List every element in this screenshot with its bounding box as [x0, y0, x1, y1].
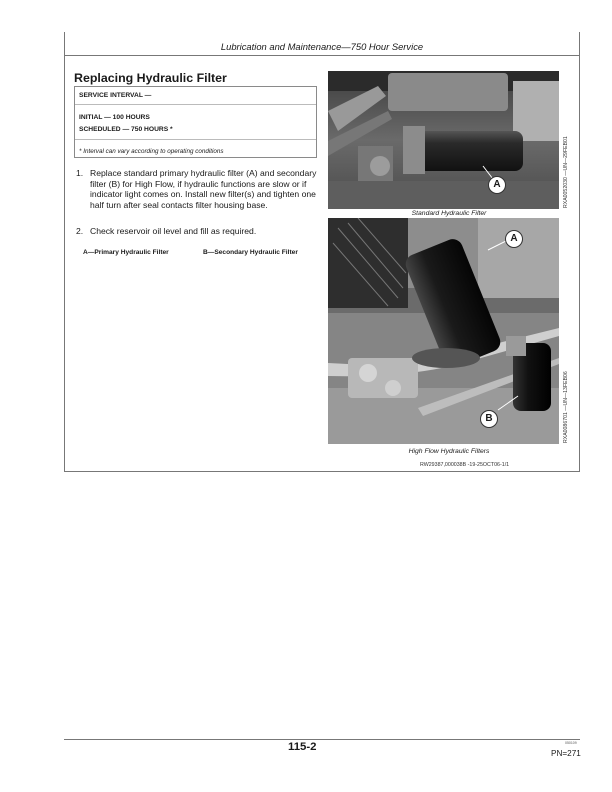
step-number: 2. [76, 226, 84, 236]
high-flow-filters-photo [328, 218, 559, 444]
frame-right [579, 55, 580, 472]
interval-divider-2 [75, 139, 316, 140]
frame-left [64, 55, 65, 472]
step-2 [76, 226, 332, 238]
section-title: Replacing Hydraulic Filter [74, 71, 227, 85]
running-header: Lubrication and Maintenance—750 Hour Service [220, 41, 424, 52]
interval-heading: SERVICE INTERVAL — [79, 92, 152, 99]
date-code: 050109 [565, 741, 577, 745]
page-number: 115-2 [288, 741, 317, 753]
interval-divider [75, 104, 316, 105]
pn-number: PN=271 [551, 749, 581, 758]
interval-note: * Interval can vary according to operating conditions [79, 148, 224, 155]
legend-a: A—Primary Hydraulic Filter [83, 249, 169, 256]
reference-code: RW29387,000038B -19-25OCT06-1/1 [420, 462, 510, 468]
callout-a-fig1: A [488, 176, 506, 194]
interval-initial: INITIAL — 100 HOURS [79, 114, 150, 121]
legend-b: B—Secondary Hydraulic Filter [203, 249, 298, 256]
footer-rule [64, 739, 580, 740]
frame-bottom [64, 471, 580, 472]
callout-b-fig2: B [480, 410, 498, 428]
figure-1-code: RXA0052030 —UN—29FEB01 [563, 136, 569, 208]
figure-2-code: RXA0086701 —UN—13FEB06 [563, 371, 569, 443]
step-1 [76, 168, 332, 220]
callout-a-fig2: A [505, 230, 523, 248]
frame-top [64, 55, 580, 56]
step-text: Replace standard primary hydraulic filter (A) and secondary filter (B) for High Flow, if hydraulic functions are slow or if indicator light comes on. Install new filter(s) and tighten one half turn after seal contacts filter housing base. [90, 168, 317, 210]
interval-scheduled: SCHEDULED — 750 HOURS * [79, 126, 173, 133]
service-interval-box [74, 86, 317, 158]
figure-1-caption: Standard Hydraulic Filter [411, 210, 487, 217]
step-text: Check reservoir oil level and fill as required. [90, 226, 257, 236]
standard-filter-photo [328, 71, 559, 209]
step-number: 1. [76, 168, 84, 178]
figure-2-caption: High Flow Hydraulic Filters [408, 448, 490, 455]
